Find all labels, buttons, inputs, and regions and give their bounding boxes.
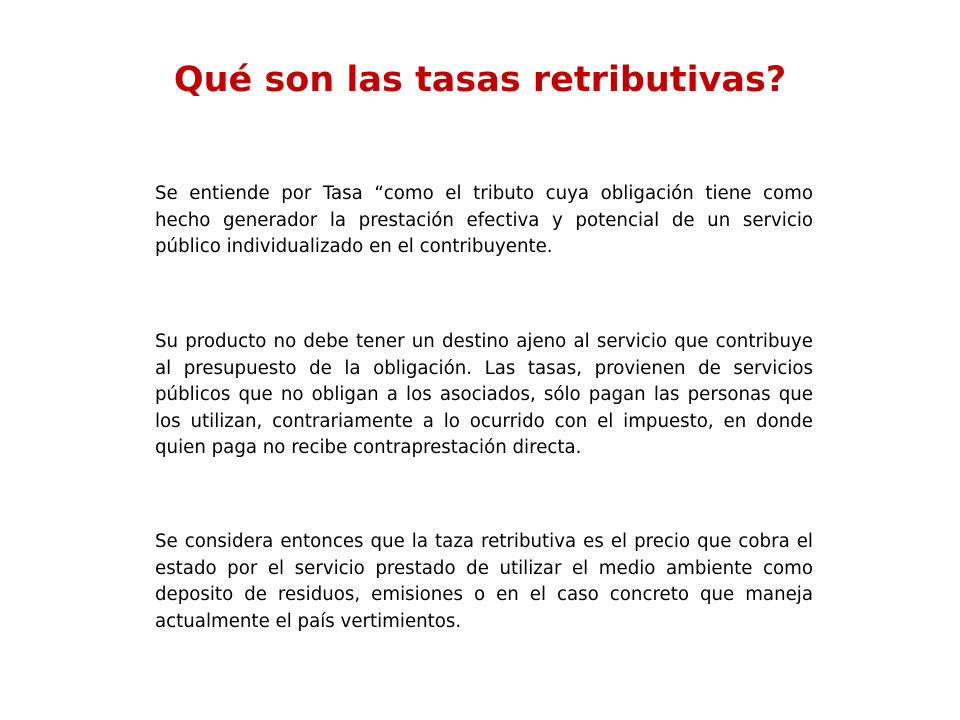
paragraph-definition: Se entiende por Tasa “como el tributo cuya obligación tiene como hecho generador la prestación efectiva y potencial de un servicio público individualizado en el contribuyente. xyxy=(155,183,813,257)
paragraph-conclusion: Se considera entonces que la taza retributiva es el precio que cobra el estado por el servicio prestado de utilizar el medio ambiente como deposito de residuos, emisiones o en el caso concreto que maneja actualmente el país vertimientos. xyxy=(155,531,813,632)
paragraph-product: Su producto no debe tener un destino ajeno al servicio que contribuye al presupuesto de la obligación. Las tasas, provienen de servicios públicos que no obligan a los asociados, sólo pagan las personas que los utilizan, contrariamente a lo ocurrido con el impuesto, en donde quien paga no recibe contraprestación directa. xyxy=(155,331,813,458)
slide-title: Qué son las tasas retributivas? xyxy=(173,60,787,100)
